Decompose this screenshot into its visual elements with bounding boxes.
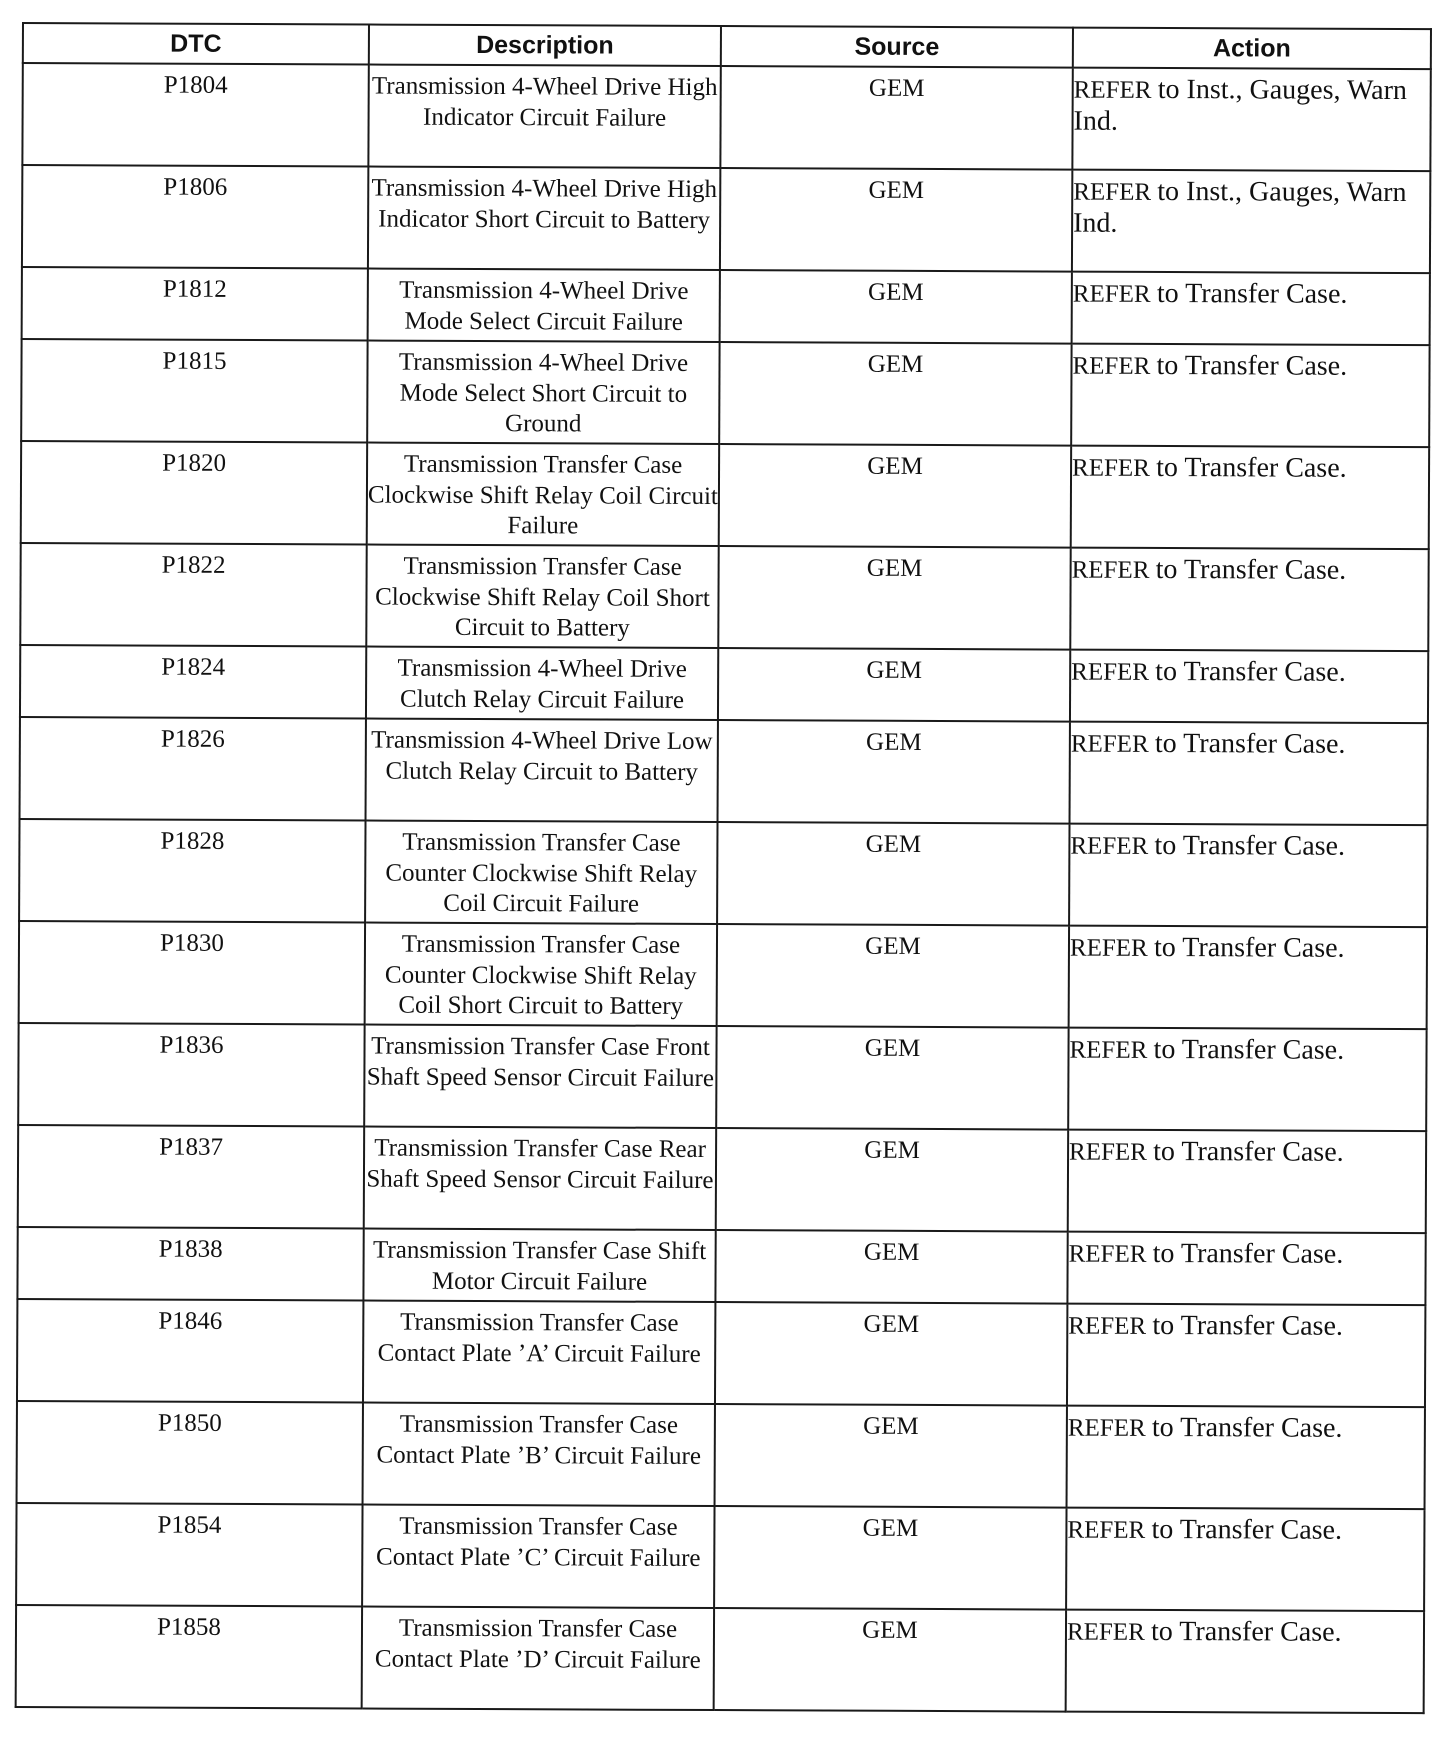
dtc-description: Transmission Transfer Case Rear Shaft Speed Sensor Circuit Failure (364, 1127, 716, 1231)
dtc-description: Transmission Transfer Case Clockwise Shift Relay Coil Circuit Failure (367, 443, 719, 547)
dtc-description: Transmission Transfer Case Counter Clockwise Shift Relay Coil Short Circuit to Battery (365, 923, 717, 1027)
dtc-code: P1858 (16, 1605, 362, 1709)
dtc-action (1067, 1304, 1425, 1408)
table-row (19, 819, 1427, 927)
dtc-description: Transmission Transfer Case Contact Plate ’C’ Circuit Failure (362, 1505, 714, 1609)
table-row (17, 1401, 1425, 1509)
table-row (21, 441, 1429, 549)
dtc-source: GEM (720, 270, 1072, 344)
dtc-code: P1826 (20, 717, 366, 821)
dtc-description: Transmission Transfer Case Counter Clockwise Shift Relay Coil Circuit Failure (365, 821, 717, 925)
action-text: to Transfer Case. (1152, 1237, 1344, 1270)
dtc-code: P1806 (22, 165, 368, 269)
dtc-source: GEM (715, 1230, 1067, 1304)
dtc-action (1067, 1232, 1425, 1306)
action-keyword: REFER (1073, 178, 1152, 206)
dtc-description: Transmission 4-Wheel Drive High Indicator Short Circuit to Battery (368, 167, 720, 271)
action-keyword: REFER (1068, 1312, 1147, 1340)
dtc-description: Transmission 4-Wheel Drive High Indicator Circuit Failure (368, 65, 720, 169)
dtc-source: GEM (716, 1128, 1068, 1232)
action-text: to Transfer Case. (1154, 829, 1346, 862)
action-text: to Transfer Case. (1150, 1615, 1342, 1648)
table-row (22, 165, 1430, 273)
action-keyword: REFER (1066, 1618, 1145, 1646)
dtc-action (1072, 68, 1430, 172)
dtc-action (1068, 1130, 1426, 1234)
dtc-table (15, 22, 1432, 1714)
table-row (16, 1503, 1424, 1611)
dtc-source: GEM (715, 1302, 1067, 1406)
dtc-code: P1836 (18, 1023, 364, 1127)
action-keyword: REFER (1068, 1240, 1147, 1268)
header-description: Description (369, 25, 721, 67)
table-row (19, 921, 1427, 1029)
dtc-source: GEM (714, 1506, 1066, 1610)
action-keyword: REFER (1070, 730, 1149, 758)
dtc-action (1071, 344, 1429, 448)
dtc-source: GEM (718, 720, 1070, 824)
dtc-code: P1830 (19, 921, 365, 1025)
table-row (17, 1299, 1425, 1407)
action-text: to Inst., Gauges, Warn Ind. (1073, 73, 1408, 137)
table-row (20, 645, 1428, 723)
dtc-description: Transmission Transfer Case Contact Plate ’A’ Circuit Failure (363, 1301, 715, 1405)
action-text: to Transfer Case. (1156, 349, 1348, 382)
table-row (18, 1023, 1426, 1131)
dtc-description: Transmission Transfer Case Front Shaft Speed Sensor Circuit Failure (364, 1025, 716, 1129)
table-header-row (23, 23, 1431, 69)
dtc-source: GEM (715, 1404, 1067, 1508)
action-text: to Transfer Case. (1154, 727, 1346, 760)
dtc-source: GEM (719, 444, 1071, 548)
action-keyword: REFER (1069, 1138, 1147, 1166)
dtc-code: P1822 (20, 543, 366, 647)
action-keyword: REFER (1069, 934, 1148, 962)
action-keyword: REFER (1067, 1414, 1146, 1442)
action-keyword: REFER (1072, 280, 1151, 308)
dtc-description: Transmission Transfer Case Clockwise Shift Relay Coil Short Circuit to Battery (366, 545, 718, 649)
action-text: to Transfer Case. (1153, 1135, 1344, 1168)
dtc-action (1069, 824, 1427, 928)
dtc-code: P1838 (17, 1227, 363, 1301)
action-keyword: REFER (1072, 454, 1150, 482)
action-keyword: REFER (1072, 352, 1151, 380)
dtc-code: P1824 (20, 645, 366, 719)
dtc-description: Transmission 4-Wheel Drive Mode Select Circuit Failure (368, 269, 720, 343)
dtc-source: GEM (720, 66, 1072, 170)
dtc-action (1069, 926, 1427, 1030)
action-text: to Transfer Case. (1151, 1513, 1343, 1546)
dtc-code: P1815 (21, 339, 367, 443)
action-text: to Transfer Case. (1153, 931, 1345, 964)
dtc-code: P1850 (17, 1401, 363, 1505)
dtc-code: P1820 (21, 441, 367, 545)
header-source: Source (721, 26, 1073, 68)
action-text: to Transfer Case. (1156, 277, 1348, 310)
dtc-source: GEM (718, 648, 1070, 722)
dtc-action (1066, 1610, 1424, 1714)
dtc-code: P1804 (22, 63, 368, 167)
dtc-action (1072, 272, 1430, 346)
dtc-source: GEM (716, 1026, 1068, 1130)
dtc-source: GEM (719, 342, 1071, 446)
dtc-code: P1837 (18, 1125, 364, 1229)
table-row (20, 717, 1428, 825)
dtc-source: GEM (714, 1608, 1066, 1712)
table-row (16, 1605, 1424, 1713)
dtc-source: GEM (720, 168, 1072, 272)
dtc-description: Transmission Transfer Case Contact Plate ’B’ Circuit Failure (363, 1403, 715, 1507)
table-row (21, 339, 1429, 447)
action-keyword: REFER (1069, 1036, 1148, 1064)
dtc-description: Transmission 4-Wheel Drive Mode Select Short Circuit to Ground (367, 341, 719, 445)
table-row (18, 1125, 1426, 1233)
dtc-description: Transmission Transfer Case Shift Motor Circuit Failure (363, 1229, 715, 1303)
dtc-action (1066, 1508, 1424, 1612)
dtc-source: GEM (717, 924, 1069, 1028)
action-keyword: REFER (1071, 556, 1150, 584)
action-keyword: REFER (1071, 658, 1150, 686)
action-text: to Inst., Gauges, Warn Ind. (1073, 175, 1407, 239)
table-row (17, 1227, 1425, 1305)
dtc-description: Transmission 4-Wheel Drive Low Clutch Relay Circuit to Battery (366, 719, 718, 823)
dtc-action (1068, 1028, 1426, 1132)
header-dtc: DTC (23, 23, 369, 65)
dtc-action (1070, 548, 1428, 652)
action-text: to Transfer Case. (1153, 1033, 1345, 1066)
dtc-description: Transmission 4-Wheel Drive Clutch Relay Circuit Failure (366, 647, 718, 721)
dtc-action (1070, 650, 1428, 724)
dtc-action (1067, 1406, 1425, 1510)
action-keyword: REFER (1070, 832, 1149, 860)
table-row (22, 267, 1430, 345)
table-row (20, 543, 1428, 651)
dtc-action (1072, 170, 1430, 274)
action-keyword: REFER (1067, 1516, 1146, 1544)
dtc-source: GEM (718, 546, 1070, 650)
action-text: to Transfer Case. (1156, 451, 1347, 484)
action-text: to Transfer Case. (1151, 1411, 1343, 1444)
header-action: Action (1073, 28, 1431, 70)
action-text: to Transfer Case. (1155, 655, 1346, 688)
dtc-action (1070, 722, 1428, 826)
table-row (22, 63, 1430, 171)
dtc-source: GEM (717, 822, 1069, 926)
action-keyword: REFER (1073, 76, 1152, 104)
dtc-code: P1828 (19, 819, 365, 923)
action-text: to Transfer Case. (1152, 1309, 1343, 1342)
dtc-code: P1812 (22, 267, 368, 341)
dtc-description: Transmission Transfer Case Contact Plate ’D’ Circuit Failure (362, 1606, 714, 1710)
dtc-code: P1846 (17, 1299, 363, 1403)
dtc-action (1071, 446, 1429, 550)
action-text: to Transfer Case. (1155, 553, 1347, 586)
dtc-code: P1854 (16, 1503, 362, 1607)
